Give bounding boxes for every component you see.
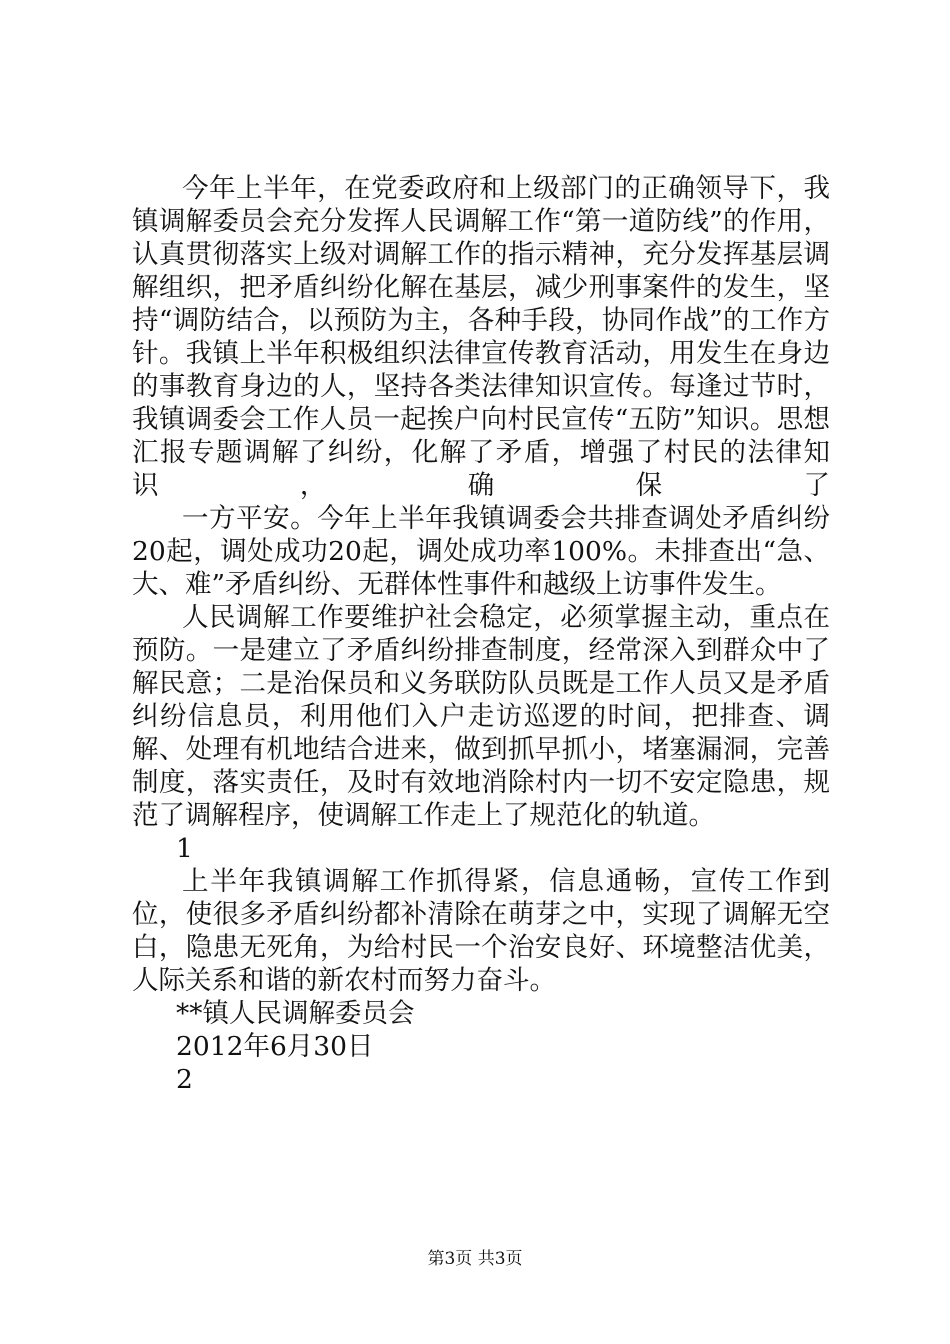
paragraph-1: 今年上半年，在党委政府和上级部门的正确领导下，我镇调解委员会充分发挥人民调解工作“第一道防线”的作用，认真贯彻落实上级对调解工作的指示精神，充分发挥基层调解组织，把矛盾纠纷化解在基层，减少刑事案件的发生，坚持“调防结合，以预防为主，各种手段，协同作战”的工作方针。我镇上半年积极组织法律宣传教育活动，用发生在身边的事教育身边的人，坚持各类法律知识宣传。每逢过节时，我镇调委会工作人员一起挨户向村民宣传“五防”知识。思想汇报专题调解了纠纷，化解了矛盾，增强了村民的法律知识，确保了: [132, 173, 830, 501]
paragraph-3: 人民调解工作要维护社会稳定，必须掌握主动，重点在预防。一是建立了矛盾纠纷排查制度，经常深入到群众中了解民意；二是治保员和义务联防队员既是工作人员又是矛盾纠纷信息员，利用他们入户走访巡逻的时间，把排查、调解、处理有机地结合进来，做到抓早抓小，堵塞漏洞，完善制度，落实责任，及时有效地消除村内一切不安定隐患，规范了调解程序，使调解工作走上了规范化的轨道。: [132, 602, 830, 831]
signature: **镇人民调解委员会: [176, 998, 415, 1029]
page-marker-2: 2: [176, 1064, 193, 1095]
page-footer: 第3页 共3页: [427, 1249, 523, 1269]
paragraph-4: 上半年我镇调解工作抓得紧，信息通畅，宣传工作到位，使很多矛盾纠纷都补清除在萌芽之中，实现了调解无空白，隐患无死角，为给村民一个治安良好、环境整洁优美，人际关系和谐的新农村而努力奋斗。: [132, 866, 830, 996]
page-marker-1: 1: [176, 833, 193, 864]
paragraph-2: 一方平安。今年上半年我镇调委会共排查调处矛盾纠纷20起，调处成功20起，调处成功率100%。未排查出“急、大、难”矛盾纠纷、无群体性事件和越级上访事件发生。: [132, 503, 830, 600]
document-body: [132, 172, 830, 1096]
date: 2012年6月30日: [176, 1031, 374, 1062]
